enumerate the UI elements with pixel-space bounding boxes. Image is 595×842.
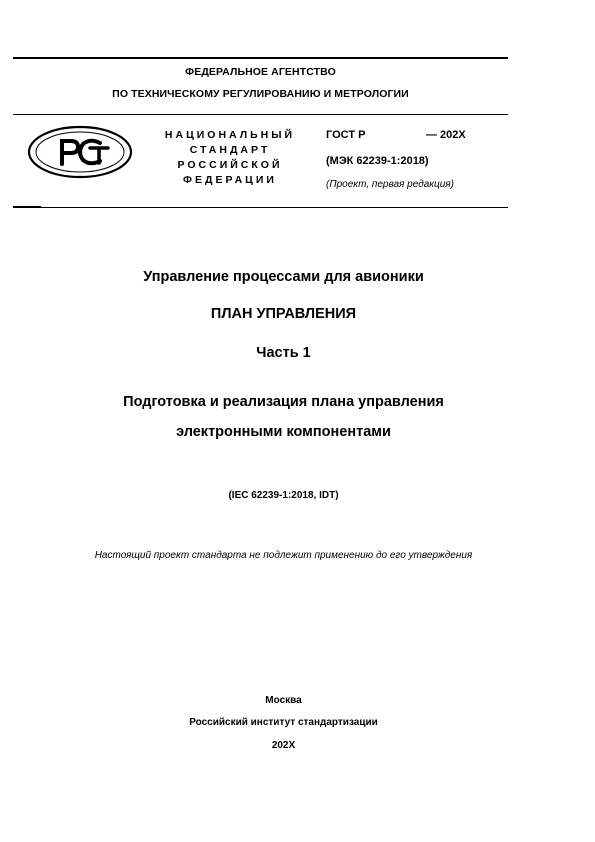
footer-year: 202X [271,740,296,751]
part-title: Часть 1 [256,345,311,361]
document-title: Управление процессами для авионики [143,269,424,285]
top-rule [13,57,508,59]
iec-idt: (IEC 62239-1:2018, IDT) [228,490,339,501]
header-rule [13,114,508,115]
rst-logo [26,124,134,180]
subtitle-line-2: электронными компонентами [176,424,391,440]
natstd-line-3: РОССИЙСКОЙ [177,159,283,171]
gost-prefix: ГОСТ Р [326,129,366,141]
subtitle-line-1: Подготовка и реализация плана управления [123,394,444,410]
header-bottom-rule-left [13,206,41,208]
agency-line-2: ПО ТЕХНИЧЕСКОМУ РЕГУЛИРОВАНИЮ И МЕТРОЛОГИИ [112,88,409,100]
gost-suffix: — 202X [426,129,466,141]
natstd-line-1: НАЦИОНАЛЬНЫЙ [164,129,296,141]
natstd-line-4: ФЕДЕРАЦИИ [183,174,277,186]
natstd-line-2: СТАНДАРТ [189,144,271,156]
draft-note: (Проект, первая редакция) [326,179,454,190]
plan-title: ПЛАН УПРАВЛЕНИЯ [210,306,357,322]
agency-line-1: ФЕДЕРАЛЬНОЕ АГЕНТСТВО [185,66,336,78]
footer-institute: Российский институт стандартизации [189,717,378,728]
national-standard-block [150,128,310,188]
iec-ru-designation: (МЭК 62239-1:2018) [326,155,429,167]
header-bottom-rule [41,207,508,208]
footer-city: Москва [265,695,302,706]
draft-notice: Настоящий проект стандарта не подлежит применению до его утверждения [94,550,473,561]
